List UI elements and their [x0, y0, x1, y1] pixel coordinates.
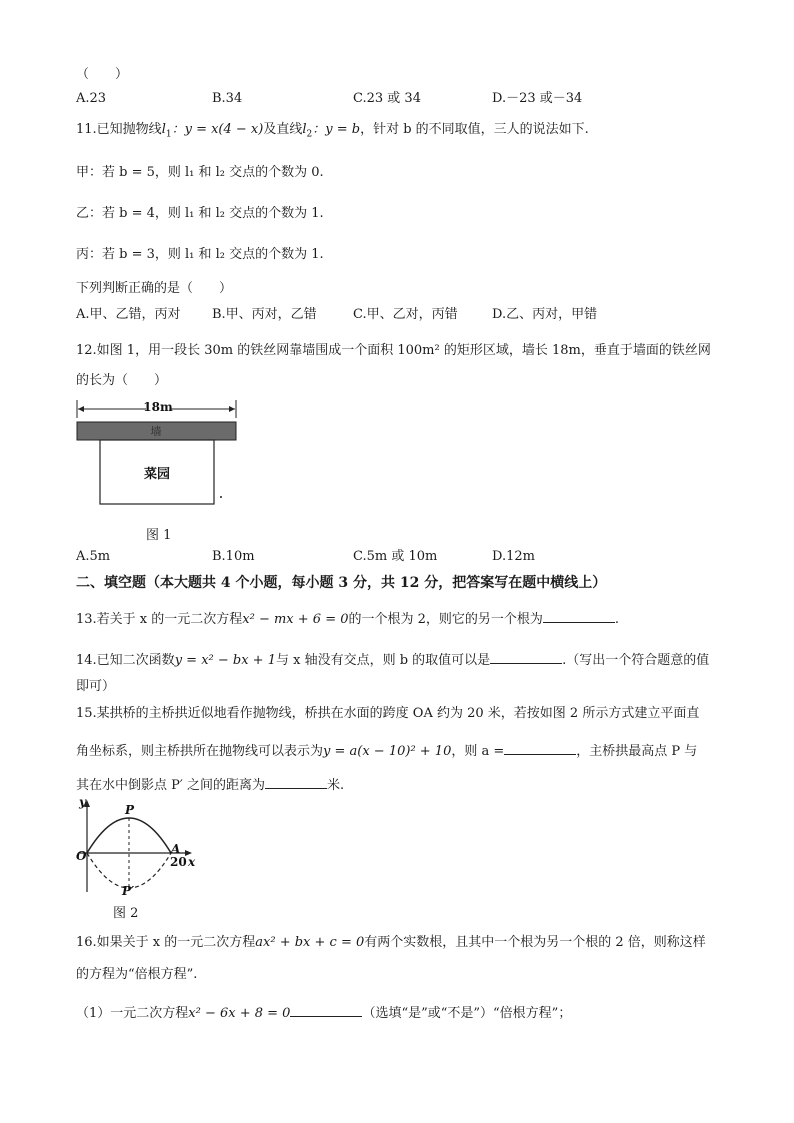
q16-sub1-a: （1）一元二次方程 [76, 1006, 189, 1021]
q16-line1-b: 有两个实数根，且其中一个根为另一个根的 2 倍，则称这样 [364, 935, 706, 950]
q15-a-answer-blank[interactable] [504, 740, 576, 755]
tick-20-label: 20 [170, 855, 187, 869]
q15-line3-b: 米. [326, 778, 345, 793]
q16-equation: ax² + bx + c = 0 [255, 935, 365, 950]
q14-equation: y = x² − bx + 1 [174, 653, 276, 668]
wall-label: 墙 [150, 425, 162, 438]
dot-mark [220, 496, 222, 498]
q15-line2-b: ，则 a = [451, 744, 505, 759]
q16-sub1 [76, 1002, 571, 1023]
section-2-title: 二、填空题（本大题共 4 个小题，每小题 3 分，共 12 分，把答案写在题中横线上） [76, 575, 607, 591]
q11-yi: 乙：若 b = 4，则 l₁ 和 l₂ 交点的个数为 1. [76, 206, 324, 221]
q15-line1: 15.某拱桥的主桥拱近似地看作抛物线，桥拱在水面的跨度 OA 约为 20 米，若按如图 2 所示方式建立平面直 [76, 706, 700, 721]
q13-text-b: 的一个根为 2，则它的另一个根为 [348, 612, 543, 627]
q11-eq1: ：y = x(4 − x) [171, 122, 264, 137]
q15-line2-c: ，主桥拱最高点 P 与 [576, 744, 698, 759]
q14-text-a: 14.已知二次函数 [76, 653, 175, 668]
q15-equation: y = a(x − 10)² + 10 [323, 744, 452, 759]
figure-2-caption: 图 2 [113, 906, 139, 921]
q15-line3 [76, 774, 344, 795]
q15-line3-a: 其在水中倒影点 P′ 之间的距离为 [76, 778, 265, 793]
x-label: x [188, 855, 196, 869]
q16-sub1-equation: x² − 6x + 8 = 0 [188, 1006, 291, 1021]
q11-l2: l [302, 122, 307, 137]
figure-2-bridge [70, 796, 210, 900]
q10-option-c: C.23 或 34 [353, 91, 421, 106]
q13 [76, 608, 619, 629]
q16-line2: 的方程为“倍根方程”. [76, 967, 198, 982]
q11-l1-sub: 1 [165, 129, 172, 140]
q11-option-b: B.甲、丙对，乙错 [212, 307, 317, 322]
q11-jia: 甲：若 b = 5，则 l₁ 和 l₂ 交点的个数为 0. [76, 165, 324, 180]
dim-arrow-left [78, 406, 84, 412]
q12-stem-line1: 12.如图 1，用一段长 30m 的铁丝网靠墙围成一个面积 100m² 的矩形区域，墙长 18m，垂直于墙面的铁丝网 [76, 343, 711, 358]
dim-arrow-right [229, 406, 235, 412]
q10-option-a: A.23 [76, 91, 107, 106]
dim-label: 18m [143, 400, 173, 414]
q10-option-b: B.34 [212, 91, 243, 106]
bridge-arch-curve [87, 818, 171, 853]
origin-label: O [76, 849, 87, 863]
q11-eq2: ：y = b [312, 122, 361, 137]
q12-stem-line2: 的长为（ ） [76, 373, 168, 388]
q10-paren: （ ） [76, 67, 129, 82]
q12-option-d: D.12m [492, 549, 535, 564]
point-p-prime-label: P′ [122, 884, 135, 898]
point-a-label: A [171, 842, 181, 856]
q13-answer-blank[interactable] [543, 608, 615, 623]
q15-line2-a: 角坐标系，则主桥拱所在抛物线可以表示为 [76, 744, 324, 759]
q11-stem-b: ，针对 b 的不同取值，三人的说法如下. [360, 122, 589, 137]
q15-line2 [76, 740, 697, 761]
q13-equation: x² − mx + 6 = 0 [242, 612, 349, 627]
q16-sub1-b: （选填“是”或“不是”）“倍根方程”； [362, 1006, 572, 1021]
point-p-label: P [125, 803, 135, 817]
y-label: y [79, 796, 86, 809]
q14-text-c: .（写出一个符合题意的值 [562, 653, 710, 668]
q15-distance-answer-blank[interactable] [265, 774, 327, 789]
q14-text-b: 与 x 轴没有交点，则 b 的取值可以是 [275, 653, 491, 668]
q12-option-b: B.10m [212, 549, 255, 564]
q16-line1-a: 16.如果关于 x 的一元二次方程 [76, 935, 256, 950]
garden-label: 菜园 [143, 467, 171, 482]
q13-text-a: 13.若关于 x 的一元二次方程 [76, 612, 243, 627]
q11-judge: 下列判断正确的是（ ） [76, 281, 233, 296]
q13-end: . [614, 612, 620, 627]
q16-line1 [76, 934, 706, 952]
q12-option-c: C.5m 或 10m [353, 549, 438, 564]
q11-mid: 及直线 [263, 122, 303, 137]
figure-1-garden [70, 396, 250, 516]
q14 [76, 649, 709, 670]
figure-1-caption: 图 1 [146, 528, 172, 543]
q11-stem [76, 121, 589, 144]
q11-l2-sub: 2 [306, 129, 313, 140]
q16-sub1-answer-blank[interactable] [290, 1002, 362, 1017]
q12-option-a: A.5m [76, 549, 111, 564]
arch-reflection-curve [87, 853, 171, 888]
q11-option-d: D.乙、丙对，甲错 [492, 307, 598, 322]
q11-bing: 丙：若 b = 3，则 l₁ 和 l₂ 交点的个数为 1. [76, 247, 324, 262]
q14-continued: 即可） [76, 679, 116, 694]
q14-answer-blank[interactable] [490, 649, 562, 664]
q11-option-a: A.甲、乙错，丙对 [76, 307, 181, 322]
q10-option-d: D.－23 或－34 [492, 91, 583, 106]
q11-stem-a: 11.已知抛物线 [76, 122, 162, 137]
q11-option-c: C.甲、乙对，丙错 [353, 307, 458, 322]
q11-l1: l [161, 122, 166, 137]
